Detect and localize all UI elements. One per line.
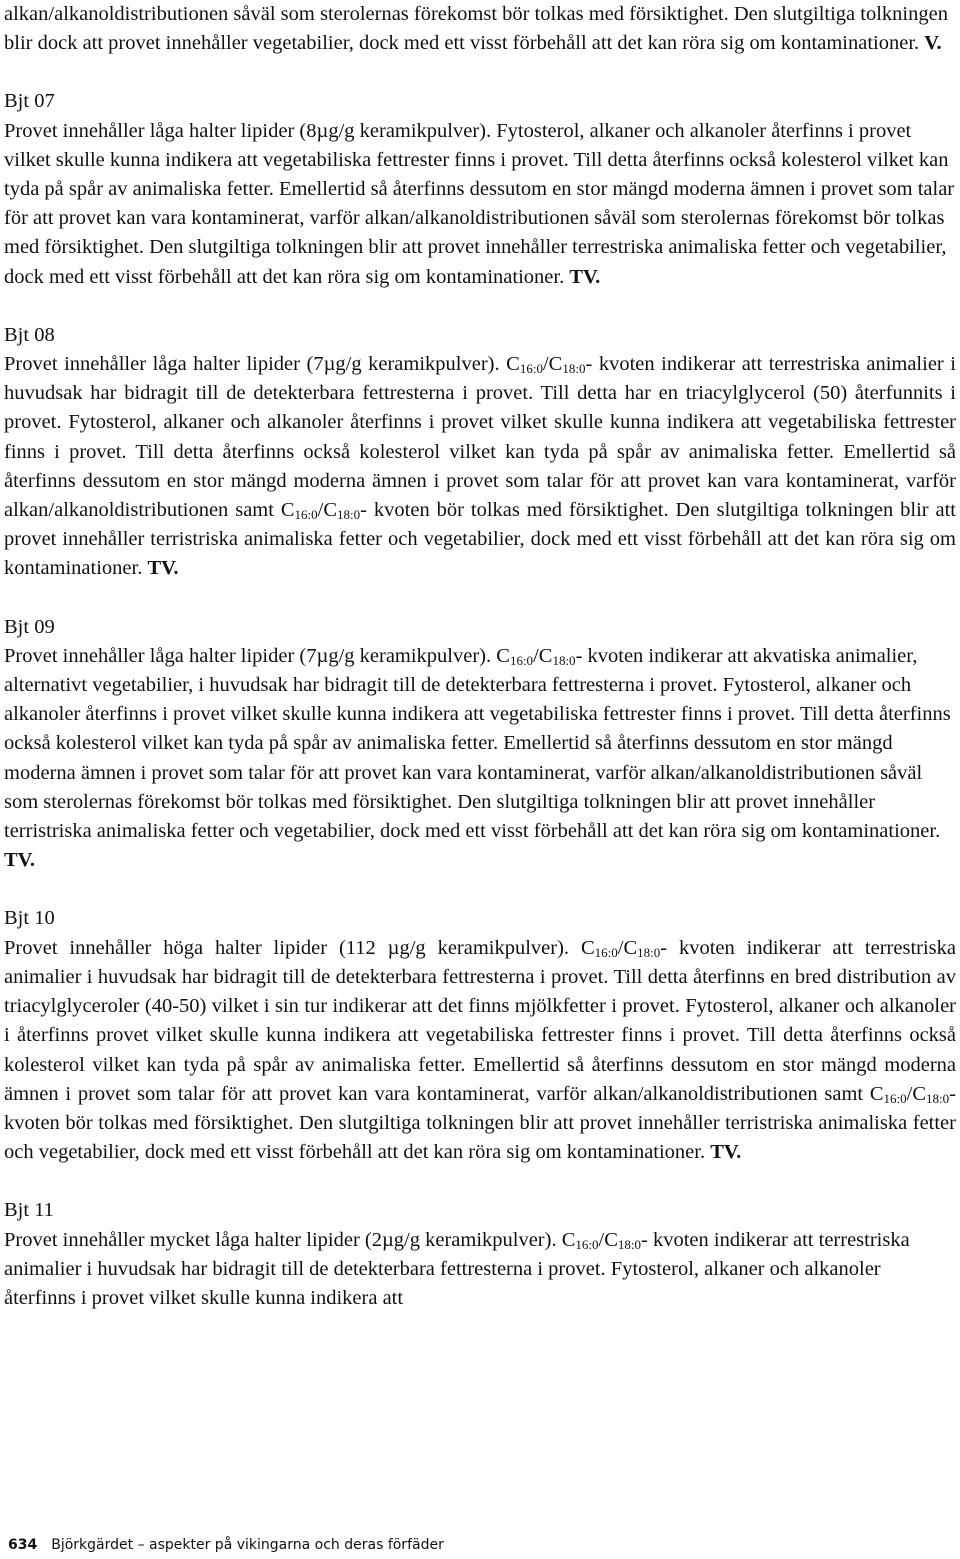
paragraph-text: /C [542,353,563,376]
paragraph-text: /C [598,1228,618,1251]
subscript: 16:0 [509,652,534,668]
subscript: 18:0 [617,1236,642,1252]
subscript: 16:0 [594,944,618,960]
subscript: 18:0 [926,1090,950,1106]
section-heading: Bjt 11 [4,1199,54,1222]
intro-text: alkan/alkanoldistributionen såväl som sterolernas förekomst bör tolkas med försiktighet. Den slutgiltiga tolkningen blir dock att provet innehåller vegetabilier, dock med ett visst förbehåll att det kan röra sig om kontaminationer. [4,3,948,55]
section-heading: Bjt 08 [4,323,55,346]
section-paragraph [4,350,956,584]
paragraph-text: /C [317,499,338,522]
subscript: 16:0 [294,507,318,523]
paragraph-text: - kvoten bör tolkas med försiktighet. Den slutgiltiga tolkningen blir att provet innehåller terristriska animaliska fetter och vegetabilier, dock med ett visst förbehåll att det kan röra sig om kontaminationer. [4,1082,956,1164]
paragraph-text: - kvoten indikerar att akvatiska animalier, alternativt vegetabilier, i huvudsak har bidragit till de detekterbara fettresterna i provet. Fytosterol, alkaner och alkanoler återfinns i provet vilket skulle kunna indikera att vegetabiliska fettrester finns i provet. Till detta återfinns också kolesterol vilket kan tyda på spår av animaliska fetter. Emellertid så återfinns dessutom en stor mängd moderna ämnen i provet som talar för att provet kan vara kontaminerat, varför alkan/alkanoldistributionen såväl som sterolernas förekomst bör tolkas med försiktighet. Den slutgiltiga tolkningen blir att provet innehåller terristriska animaliska fetter och vegetabilier, dock med ett visst förbehåll att det kan röra sig om kontaminationer. [4,644,951,843]
page-footer [8,1537,444,1553]
paragraph-text: - kvoten bör tolkas med försiktighet. Den slutgiltiga tolkningen blir att provet innehåller terristriska animaliska fetter och vegetabilier, dock med ett visst förbehåll att det kan röra sig om kontaminationer. [4,499,956,580]
subscript: 16:0 [883,1090,907,1106]
paragraph-text: Provet innehåller låga halter lipider (8µg/g keramikpulver). Fytosterol, alkaner och alkanoler återfinns i provet vilket skulle kunna indikera att vegetabiliska fettrester finns i provet. Till detta återfinns också kolesterol vilket kan tyda på spår av animaliska fetter. Emellertid så återfinns dessutom en stor mängd moderna ämnen i provet som talar för att provet kan vara kontaminerat, varför alkan/alkanoldistributionen såväl som sterolernas förekomst bör tolkas med försiktighet. Den slutgiltiga tolkningen blir att provet innehåller terrestriska animaliska fetter och vegetabilier, dock med ett visst förbehåll att det kan röra sig om kontaminationer. [4,119,955,288]
subscript: 18:0 [637,944,661,960]
page-number: 634 [8,1537,38,1553]
paragraph-text: - kvoten indikerar att terrestriska animalier i huvudsak har bidragit till de detekterbara fettresterna i provet. Fytosterol, alkaner och alkanoler återfinns i provet vilket skulle kunna indikera att [4,1228,910,1309]
paragraph-tag: TV. [147,557,179,580]
paragraph-tag: TV. [4,849,35,872]
paragraph-tag: TV. [710,1141,742,1164]
subscript: 18:0 [562,361,586,377]
document-page [4,0,956,1313]
section-heading: Bjt 07 [4,90,55,113]
paragraph-text: /C [906,1082,927,1105]
subscript: 18:0 [552,652,576,668]
paragraph-text: Provet innehåller låga halter lipider (7µg/g keramikpulver). C [4,644,510,667]
section-heading: Bjt 09 [4,615,55,638]
paragraph-text: Provet innehåller höga halter lipider (112 µg/g keramikpulver). C [4,936,595,959]
paragraph-text: Provet innehåller låga halter lipider (7µg/g keramikpulver). C [4,353,520,376]
paragraph-text: - kvoten indikerar att terrestriska animalier i huvudsak har bidragit till de detekterbara fettresterna i provet. Till detta återfinns en bred distribution av triacylglyceroler (40-50) vilket i sin tur indikerar att det finns mjölkfetter i provet. Fytosterol, alkaner och alkanoler i återfinns provet vilket skulle kunna indikera att vegetabiliska fettrester finns i provet. Till detta återfinns också kolesterol vilket kan tyda på spår av animaliska fetter. Emellertid så återfinns dessutom en stor mängd moderna ämnen i provet som talar för att provet kan vara kontaminerat, varför alkan/alkanoldistributionen samt C [4,936,956,1105]
paragraph-tag: TV. [569,265,601,288]
paragraph-text: - kvoten indikerar att terrestriska animalier i huvudsak har bidragit till de detekterbara fettresterna i provet. Till detta har en triacylglycerol (50) återfunnits i provet. Fytosterol, alkaner och alkanoler återfinns i provet vilket skulle kunna indikera att vegetabiliska fettrester finns i provet. Till detta återfinns också kolesterol vilket kan tyda på spår av animaliska fetter. Emellertid så återfinns dessutom en stor mängd moderna ämnen i provet som talar för att provet kan vara kontaminerat, varför alkan/alkanoldistributionen samt C [4,353,956,522]
intro-tag: V. [924,32,942,55]
subscript: 16:0 [575,1236,599,1252]
intro-paragraph [4,0,956,58]
section-paragraph [4,117,956,292]
paragraph-text: /C [617,936,638,959]
section-paragraph [4,1226,956,1314]
footer-title: Björkgärdet – aspekter på vikingarna och deras förfäder [51,1537,444,1553]
paragraph-text: Provet innehåller mycket låga halter lipider (2µg/g keramikpulver). C [4,1228,576,1251]
section-paragraph [4,934,956,1168]
section-heading: Bjt 10 [4,907,55,930]
paragraph-text: /C [533,644,553,667]
section-paragraph [4,642,956,876]
subscript: 18:0 [337,507,361,523]
subscript: 16:0 [519,361,543,377]
